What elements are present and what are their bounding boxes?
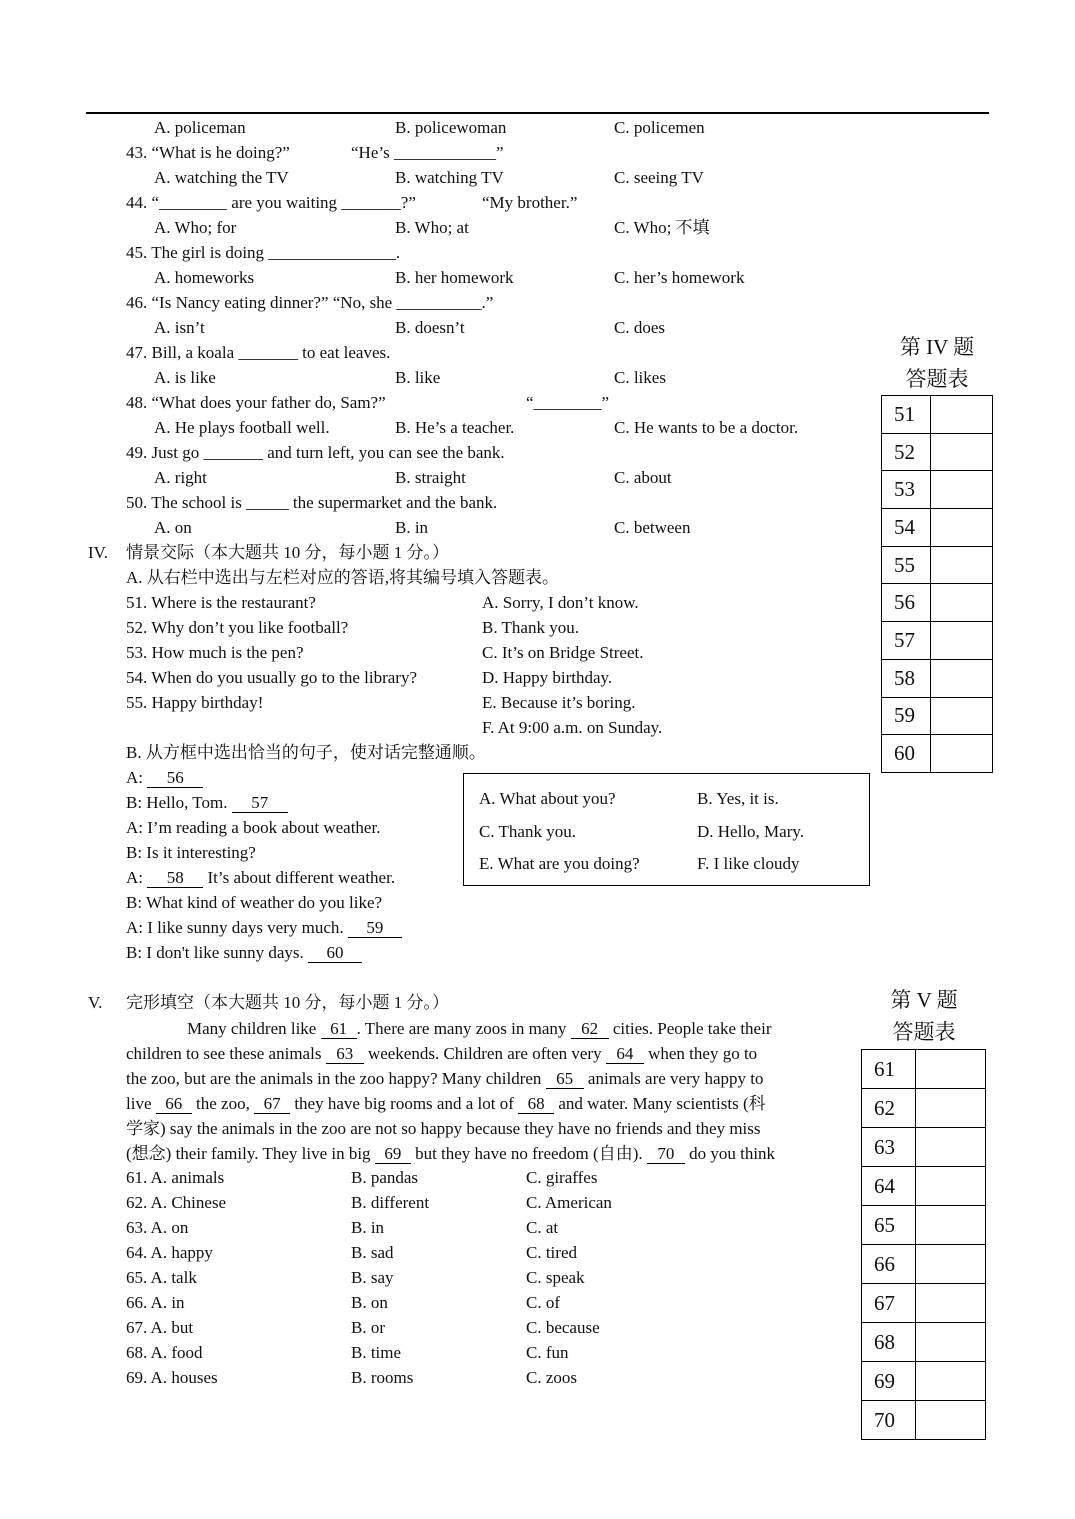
passage-text: . There are many zoos in many [356,1019,571,1038]
dialogue-line [126,943,362,963]
answer-cell[interactable] [931,584,993,622]
answer-number: 60 [882,735,931,773]
question-46 [126,293,493,313]
question-stem: The school is [151,493,242,512]
passage-text: when they go to [643,1044,758,1063]
q42-option-b: B. policewoman [395,118,507,137]
question-stem: “He’s [351,143,390,162]
left-column-item: 53. How much is the pen? [126,643,304,662]
question-44 [126,193,416,213]
question-stem: ” [601,393,610,412]
q45-option-a: A. homeworks [154,268,255,287]
q47-option-b: B. like [395,368,441,387]
option-c: C. of [526,1293,560,1312]
option-a: 68. A. food [126,1343,203,1362]
question-stem: are you waiting [231,193,338,212]
option-b: B. different [351,1193,430,1212]
q50-option-a: A. on [154,518,192,537]
question-stem: and turn left, you can see the bank. [267,443,505,462]
dialogue-line [126,868,395,888]
cloze-blank: 65 [546,1070,584,1089]
question-stem: Bill, a koala [151,343,235,362]
sentence-options-box [463,773,870,886]
question-stem: “Is Nancy eating dinner?” “No, she [151,293,393,312]
answer-blank: ________ [159,193,228,212]
answer-cell[interactable] [931,697,993,735]
left-column-item: 54. When do you usually go to the library? [126,668,417,687]
option-b: B. on [351,1293,388,1312]
answer-number: 57 [882,622,931,660]
answer-number: 68 [862,1323,916,1362]
question-stem: the supermarket and the bank. [292,493,498,512]
question-stem: Just go [151,443,200,462]
answer-blank: _______________ [268,243,396,262]
right-column-item: F. At 9:00 a.m. on Sunday. [482,718,663,737]
question-number: 48. [126,393,148,412]
section-heading: 情景交际（本大题共 10 分，每小题 1 分。） [126,543,449,562]
passage-text: and water. Many scientists (科 [554,1094,766,1113]
question-44-reply: “My brother.” [482,193,578,212]
answer-number: 56 [882,584,931,622]
q46-option-b: B. doesn’t [395,318,465,337]
answer-cell[interactable] [916,1362,986,1401]
dialogue-line: A: I’m reading a book about weather. [126,818,381,837]
question-43 [126,143,290,163]
right-column-item: D. Happy birthday. [482,668,613,687]
cloze-blank: 70 [647,1145,685,1164]
answer-number: 65 [862,1206,916,1245]
q46-option-a: A. isn’t [154,318,205,337]
passage-line [126,1066,861,1091]
q49-option-c: C. about [614,468,672,487]
cloze-blank: 62 [571,1020,609,1039]
option-c: C. at [526,1218,559,1237]
passage-text: live [126,1094,156,1113]
question-stem: to eat leaves. [302,343,391,362]
passage-text: 学家) say the animals in the zoo are not so happy because they have no friends and they miss [126,1119,761,1138]
option-a: 69. A. houses [126,1368,218,1387]
q44-option-b: B. Who; at [395,218,469,237]
dialogue-blank: 58 [147,869,203,888]
answer-number: 55 [882,546,931,584]
q42-option-c: C. policemen [614,118,705,137]
answer-table-title-line: 第 V 题 [890,988,958,1012]
answer-number: 62 [862,1089,916,1128]
box-option: D. Hello, Mary. [697,822,805,841]
cloze-passage [126,1016,861,1166]
passage-text: cities. People take their [608,1019,772,1038]
question-stem: “What is he doing?” [151,143,290,162]
answer-blank: __________ [396,293,482,312]
passage-line [126,1041,861,1066]
q44-option-c: C. Who; 不填 [614,218,710,237]
question-number: 50. [126,493,148,512]
dialogue-blank: 56 [147,769,203,788]
q49-option-a: A. right [154,468,207,487]
question-stem: .” [481,293,494,312]
dialogue-text: B: I don't like sunny days. [126,943,304,962]
option-c: C. because [526,1318,600,1337]
question-number: 43. [126,143,148,162]
right-column-item: E. Because it’s boring. [482,693,636,712]
dialogue-line [126,793,288,813]
question-43-reply [351,143,504,163]
option-c: C. tired [526,1243,577,1262]
question-stem: “ [151,193,160,212]
dialogue-line: B: What kind of weather do you like? [126,893,383,912]
passage-text: the zoo, but are the animals in the zoo happy? Many children [126,1069,546,1088]
q43-option-b: B. watching TV [395,168,504,187]
dialogue-blank: 59 [348,919,402,938]
option-b: B. or [351,1318,385,1337]
cloze-blank: 68 [518,1095,554,1114]
section-number: IV. [88,543,108,562]
cloze-blank: 61 [321,1020,357,1039]
q43-option-c: C. seeing TV [614,168,704,187]
q47-option-a: A. is like [154,368,216,387]
question-49 [126,443,505,463]
answer-blank: _______ [203,443,263,462]
answer-cell[interactable] [916,1284,986,1323]
box-option: F. I like cloudy [697,854,800,873]
answer-cell[interactable] [931,622,993,660]
question-stem: ?” [400,193,416,212]
q48-option-b: B. He’s a teacher. [395,418,515,437]
answer-cell[interactable] [916,1401,986,1440]
answer-number: 61 [862,1050,916,1089]
passage-text: children to see these animals [126,1044,326,1063]
answer-cell[interactable] [931,471,993,509]
answer-cell[interactable] [916,1089,986,1128]
answer-cell[interactable] [931,433,993,471]
q44-option-a: A. Who; for [154,218,237,237]
option-c: C. speak [526,1268,585,1287]
option-c: C. zoos [526,1368,577,1387]
passage-line [126,1141,861,1166]
part-a-instruction: A. 从右栏中选出与左栏对应的答语,将其编号填入答题表。 [126,568,560,587]
answer-number: 63 [862,1128,916,1167]
question-stem: ” [495,143,504,162]
dialogue-text: B: Hello, Tom. [126,793,228,812]
option-c: C. American [526,1193,612,1212]
answer-blank: _______ [341,193,401,212]
cloze-blank: 66 [156,1095,192,1114]
answer-number: 52 [882,433,931,471]
answer-cell[interactable] [916,1245,986,1284]
passage-text: animals are very happy to [583,1069,764,1088]
section-number: V. [88,993,103,1012]
q45-option-b: B. her homework [395,268,514,287]
answer-cell[interactable] [916,1050,986,1089]
right-column-item: B. Thank you. [482,618,579,637]
option-b: B. in [351,1218,385,1237]
answer-blank: _______ [238,343,298,362]
answer-table-title-line: 答题表 [905,367,969,391]
answer-number: 67 [862,1284,916,1323]
option-a: 65. A. talk [126,1268,197,1287]
answer-number: 51 [882,396,931,434]
answer-table-title-line: 答题表 [892,1020,956,1044]
answer-number: 53 [882,471,931,509]
option-b: B. rooms [351,1368,414,1387]
section-heading: 完形填空（本大题共 10 分，每小题 1 分。） [126,993,449,1012]
answer-blank: ____________ [393,143,496,162]
answer-table-5 [861,1049,986,1440]
dialogue-blank: 60 [308,944,362,963]
answer-cell[interactable] [916,1323,986,1362]
answer-table-title [872,984,976,1048]
q46-option-c: C. does [614,318,665,337]
q43-option-a: A. watching the TV [154,168,289,187]
question-number: 45. [126,243,148,262]
q45-option-c: C. her’s homework [614,268,745,287]
dialogue-line [126,768,203,788]
option-a: 64. A. happy [126,1243,213,1262]
q50-option-c: C. between [614,518,691,537]
option-b: B. say [351,1268,394,1287]
dialogue-blank: 57 [232,794,288,813]
question-stem: . [395,243,401,262]
answer-cell[interactable] [931,659,993,697]
passage-text: Many children like [187,1019,321,1038]
q48-option-c: C. He wants to be a doctor. [614,418,799,437]
answer-cell[interactable] [916,1167,986,1206]
answer-table-title [886,331,988,395]
option-b: B. time [351,1343,402,1362]
cloze-blank: 63 [326,1045,364,1064]
answer-blank: ________ [533,393,602,412]
top-rule [86,112,989,114]
dialogue-text: It’s about different weather. [207,868,396,887]
q42-option-a: A. policeman [154,118,246,137]
passage-text: but they have no freedom (自由). [410,1144,647,1163]
option-c: C. giraffes [526,1168,598,1187]
answer-number: 66 [862,1245,916,1284]
box-option: E. What are you doing? [479,854,640,873]
option-a: 63. A. on [126,1218,189,1237]
passage-text: they have big rooms and a lot of [290,1094,519,1113]
passage-text: the zoo, [191,1094,255,1113]
question-number: 49. [126,443,148,462]
option-b: B. pandas [351,1168,419,1187]
answer-cell[interactable] [931,546,993,584]
dialogue-text: A: [126,768,143,787]
passage-line [126,1016,861,1041]
question-number: 47. [126,343,148,362]
answer-cell[interactable] [916,1206,986,1245]
answer-cell[interactable] [931,509,993,547]
box-option: C. Thank you. [479,822,576,841]
question-45 [126,243,400,263]
q49-option-b: B. straight [395,468,466,487]
dialogue-text: A: [126,868,143,887]
answer-number: 70 [862,1401,916,1440]
dialogue-line [126,918,402,938]
cloze-blank: 64 [606,1045,644,1064]
part-b-instruction: B. 从方框中选出恰当的句子，使对话完整通顺。 [126,743,486,762]
question-50 [126,493,497,513]
box-option: B. Yes, it is. [697,789,779,808]
question-stem: The girl is doing [151,243,265,262]
right-column-item: C. It’s on Bridge Street. [482,643,644,662]
answer-cell[interactable] [916,1128,986,1167]
left-column-item: 51. Where is the restaurant? [126,593,316,612]
right-column-item: A. Sorry, I don’t know. [482,593,639,612]
cloze-blank: 67 [254,1095,290,1114]
option-a: 66. A. in [126,1293,185,1312]
question-48-reply [526,393,609,413]
passage-line [126,1091,861,1116]
box-option: A. What about you? [479,789,616,808]
question-47 [126,343,390,363]
answer-table-title-line: 第 IV 题 [899,335,975,359]
q50-option-b: B. in [395,518,429,537]
answer-number: 64 [862,1167,916,1206]
passage-text: weekends. Children are often very [363,1044,606,1063]
question-stem: “What does your father do, Sam?” [151,393,386,412]
passage-line [126,1116,861,1141]
left-column-item: 55. Happy birthday! [126,693,264,712]
option-a: 67. A. but [126,1318,194,1337]
cloze-blank: 69 [375,1145,411,1164]
option-a: 61. A. animals [126,1168,225,1187]
dialogue-line: B: Is it interesting? [126,843,256,862]
answer-blank: _____ [246,493,289,512]
option-c: C. fun [526,1343,569,1362]
answer-table-4 [881,395,993,773]
question-number: 44. [126,193,148,212]
left-column-item: 52. Why don’t you like football? [126,618,349,637]
question-number: 46. [126,293,148,312]
q47-option-c: C. likes [614,368,666,387]
question-stem: “ [526,393,534,412]
answer-number: 69 [862,1362,916,1401]
answer-cell[interactable] [931,735,993,773]
passage-text: do you think [684,1144,776,1163]
option-a: 62. A. Chinese [126,1193,227,1212]
q48-option-a: A. He plays football well. [154,418,330,437]
question-48 [126,393,386,413]
answer-number: 58 [882,659,931,697]
option-b: B. sad [351,1243,394,1262]
answer-number: 54 [882,509,931,547]
answer-cell[interactable] [931,396,993,434]
passage-text: (想念) their family. They live in big [126,1144,375,1163]
answer-number: 59 [882,697,931,735]
dialogue-text: A: I like sunny days very much. [126,918,344,937]
